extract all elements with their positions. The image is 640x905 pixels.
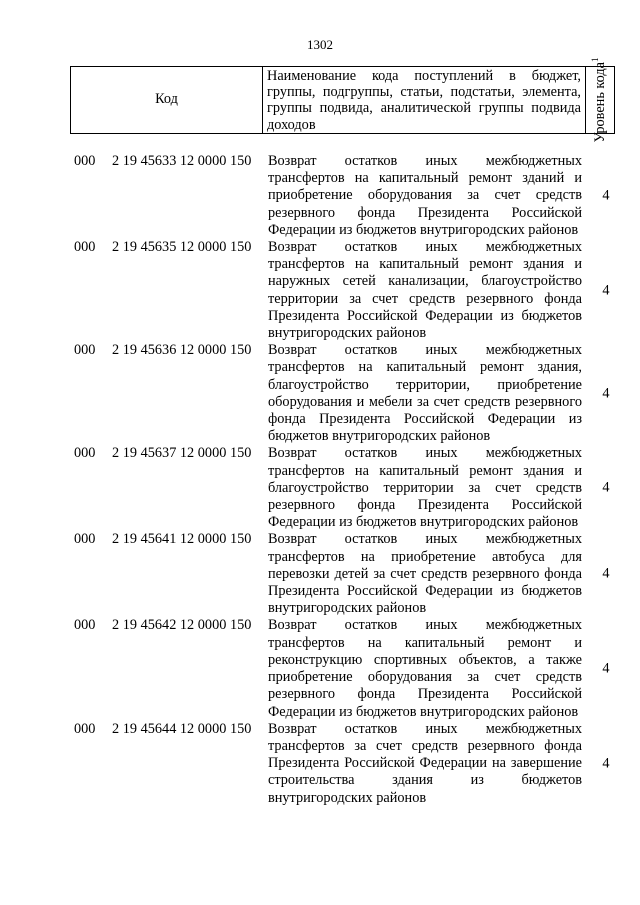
row-level: 4 bbox=[602, 479, 610, 496]
row-code: 2 19 45635 12 0000 150 bbox=[112, 239, 252, 256]
row-level: 4 bbox=[602, 660, 610, 677]
row-code: 2 19 45641 12 0000 150 bbox=[112, 531, 252, 548]
row-code: 2 19 45637 12 0000 150 bbox=[112, 445, 252, 462]
header-name-label: Наименование кода поступлений в бюджет, группы, подгруппы, статьи, подстатьи, элемента, группы подвида, аналитической группы подвида доходов bbox=[267, 68, 581, 133]
row-name: Возврат остатков иных межбюджетных трансфертов на приобретение автобуса для перевозки детей за счет средств резервного фонда Президента Российской Федерации из бюджетов внутригородских районов bbox=[268, 531, 582, 617]
table-row bbox=[0, 239, 640, 342]
row-prefix: 000 bbox=[74, 239, 96, 256]
row-code: 2 19 45636 12 0000 150 bbox=[112, 342, 252, 359]
table-body bbox=[0, 153, 640, 807]
row-name: Возврат остатков иных межбюджетных трансфертов на капитальный ремонт здания и наружных сетей канализации, благоустройство территории за счет средств резервного фонда Президента Российской Федерации из бюджетов внутригородских районов bbox=[268, 239, 582, 342]
row-name: Возврат остатков иных межбюджетных трансфертов за счет средств резервного фонда Президента Российской Федерации на завершение строительства здания из бюджетов внутригородских районов bbox=[268, 720, 582, 806]
row-level: 4 bbox=[602, 755, 610, 772]
table-row bbox=[0, 153, 640, 239]
row-name: Возврат остатков иных межбюджетных трансфертов на капитальный ремонт здания, благоустройство территории, приобретение оборудования и мебели за счет средств резервного фонда Президента Российской Федерации из бюджетов внутригородских районов bbox=[268, 342, 582, 445]
header-level-label bbox=[590, 57, 608, 143]
page-number: 1302 bbox=[307, 37, 333, 52]
row-prefix: 000 bbox=[74, 531, 96, 548]
row-code: 2 19 45633 12 0000 150 bbox=[112, 153, 252, 169]
row-prefix: 000 bbox=[74, 617, 96, 634]
header-code-column bbox=[71, 67, 263, 133]
row-prefix: 000 bbox=[74, 720, 96, 737]
header-code-label: Код bbox=[155, 91, 178, 108]
header-level-column bbox=[585, 57, 614, 143]
row-level: 4 bbox=[602, 565, 610, 582]
row-prefix: 000 bbox=[74, 153, 96, 169]
header-level-text: Уровень кода bbox=[592, 62, 608, 143]
table-row bbox=[0, 531, 640, 617]
row-level: 4 bbox=[602, 282, 610, 299]
row-name: Возврат остатков иных межбюджетных трансфертов на капитальный ремонт зданий и приобретение оборудования за счет средств резервного фонда Президента Российской Федерации из бюджетов внутригородских районов bbox=[268, 153, 582, 238]
row-name: Возврат остатков иных межбюджетных трансфертов на капитальный ремонт и реконструкцию спортивных объектов, а также приобретение оборудования за счет средств резервного фонда Президента Российской Федерации из бюджетов внутригородских районов bbox=[268, 617, 582, 720]
row-prefix: 000 bbox=[74, 445, 96, 462]
table-row bbox=[0, 445, 640, 531]
row-code: 2 19 45644 12 0000 150 bbox=[112, 720, 252, 737]
row-level: 4 bbox=[602, 385, 610, 402]
table-row bbox=[0, 721, 640, 807]
table-row bbox=[0, 617, 640, 720]
row-level: 4 bbox=[602, 187, 610, 204]
table-header bbox=[70, 57, 615, 143]
row-name: Возврат остатков иных межбюджетных трансфертов на капитальный ремонт здания и благоустройство территории за счет средств резервного фонда Президента Российской Федерации из бюджетов внутригородских районов bbox=[268, 445, 582, 531]
row-prefix: 000 bbox=[74, 342, 96, 359]
table-row bbox=[0, 342, 640, 445]
header-level-footnote: 1 bbox=[590, 57, 601, 62]
row-code: 2 19 45642 12 0000 150 bbox=[112, 617, 252, 634]
